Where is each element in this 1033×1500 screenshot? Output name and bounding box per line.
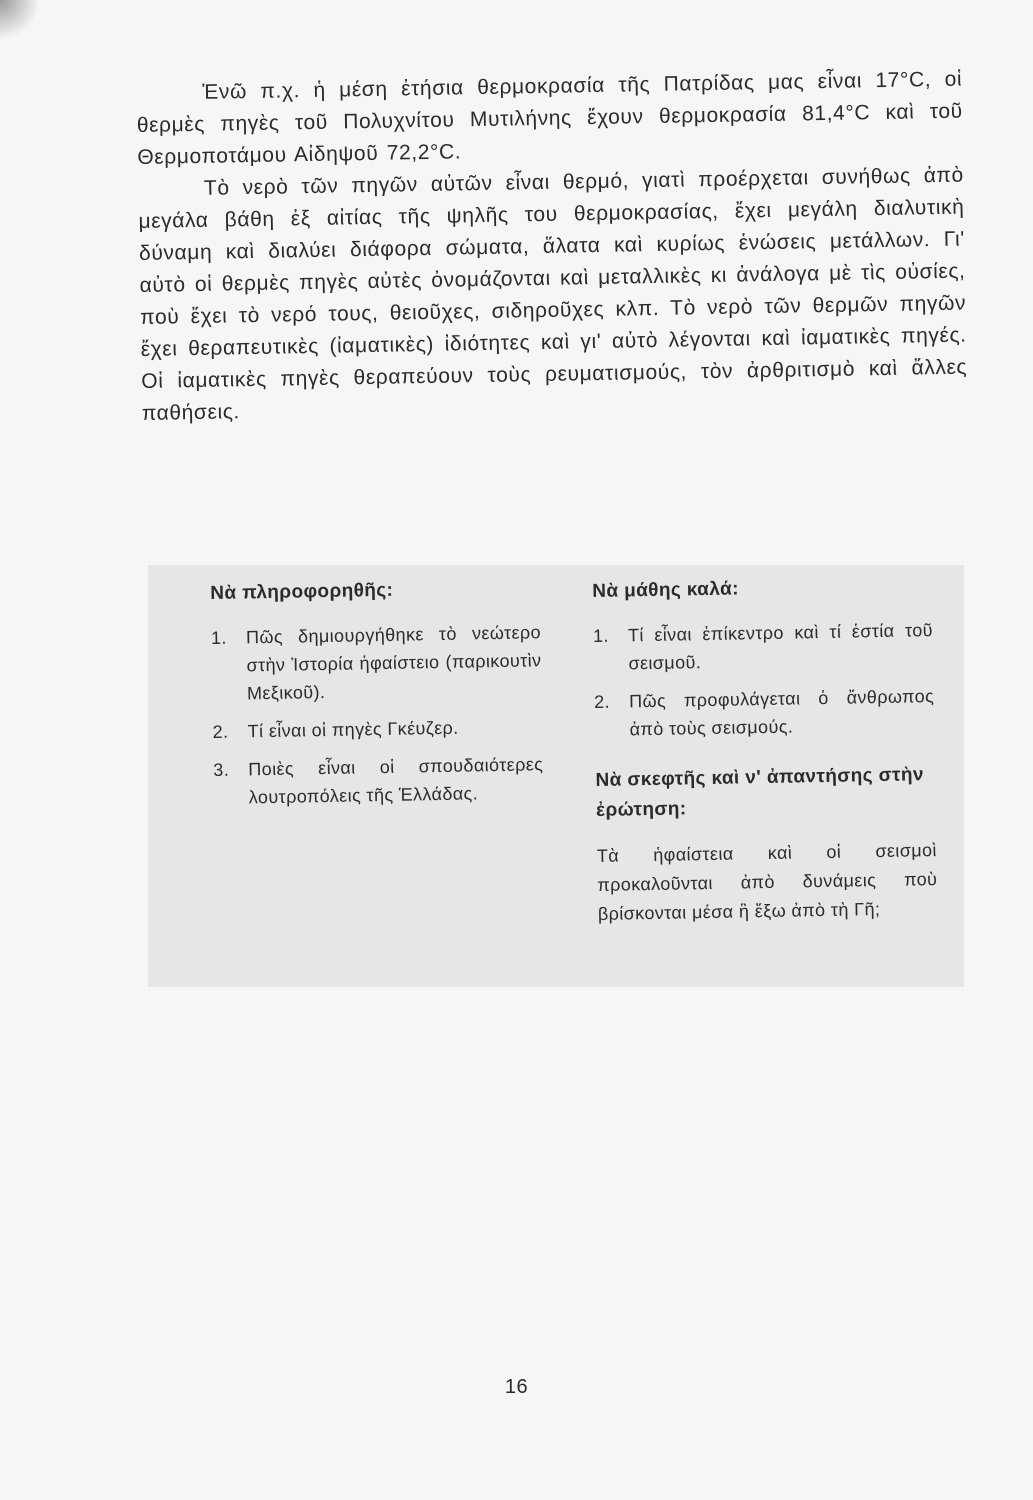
learn-well-list xyxy=(593,616,935,744)
scan-corner-shadow xyxy=(0,0,40,40)
main-text xyxy=(136,64,968,430)
paragraph-thermal-springs: Τὸ νερὸ τῶν πηγῶν αὐτῶν εἶναι θερμό, γιατὶ προέρχεται συνήθως ἀπὸ μεγάλα βάθη ἐξ αἰτίας τῆς ψηλῆς του θερμοκρασίας, ἔχει μεγάλη διαλυτικὴ δύναμη καὶ διαλύει διάφορα σώματα, ἅλατα καὶ κυρίως ἑνώσεις μετάλλων. Γι' αὐτὸ οἱ θερμὲς πηγὲς αὐτὲς ὀνομάζονται καὶ μεταλλικὲς κι ἀνάλογα μὲ τὶς οὐσίες, ποὺ ἔχει τὸ νερό τους, θειοῦχες, σιδηροῦχες κλπ. Τὸ νερὸ τῶν θερμῶν πηγῶν ἔχει θεραπευτικὲς (ἰαματικὲς) ἰδιότητες καὶ γι' αὐτὸ λέγονται καὶ ἰαματικὲς πηγές. Οἱ ἰαματικὲς πηγὲς θεραπεύουν τοὺς ρευματισμούς, τὸν ἀρθριτισμὸ καὶ ἄλλες παθήσεις. xyxy=(138,163,968,425)
info-column-learn-well xyxy=(592,572,938,929)
think-and-answer-heading: Νὰ σκεφτῆς καὶ ν' ἀπαντήσης στὴν ἐρώτηση: xyxy=(595,764,925,821)
list-item: 2. Τί εἶναι οἱ πηγὲς Γκέυζερ. xyxy=(212,717,459,742)
learn-more-heading: Νὰ πληροφορηθῆς: xyxy=(210,579,394,604)
list-item: 1. Τί εἶναι ἐπίκεντρο καὶ τί ἑστία τοῦ σεισμοῦ. xyxy=(592,620,934,674)
learn-well-heading: Νὰ μάθης καλά: xyxy=(592,578,740,602)
list-item: 1. Πῶς δημιουργήθηκε τὸ νεώτερο στὴν Ἱστορία ἡφαίστειο (παρικουτὶν Μεξικοῦ). xyxy=(210,622,542,704)
info-column-learn-more xyxy=(210,574,544,822)
list-item: 2. Πῶς προφυλάγεται ὁ ἄνθρωπος ἀπὸ τοὺς σεισμούς. xyxy=(593,686,935,740)
page-number: 16 xyxy=(504,1376,529,1398)
paragraph-temperatures: Ἐνῶ π.χ. ἡ μέση ἐτήσια θερμοκρασία τῆς Πατρίδας μας εἶναι 17°C, οἱ θερμὲς πηγὲς τοῦ Πολυχνίτου Μυτιλήνης ἔχουν θερμοκρασία 81,4°C καὶ τοῦ Θερμοποτάμου Αἰδηψοῦ 72,2°C. xyxy=(136,67,963,169)
learn-more-list xyxy=(211,618,544,812)
question-text: Τὰ ἡφαίστεια καὶ οἱ σεισμοὶ προκαλοῦνται ἀπὸ δυνάμεις ποὺ βρίσκονται μέσα ἢ ἔξω ἀπὸ τὴ Γῆ; xyxy=(596,840,938,924)
list-item: 3. Ποιὲς εἶναι οἱ σπουδαιότερες λουτροπόλεις τῆς Ἑλλάδας. xyxy=(213,754,544,808)
